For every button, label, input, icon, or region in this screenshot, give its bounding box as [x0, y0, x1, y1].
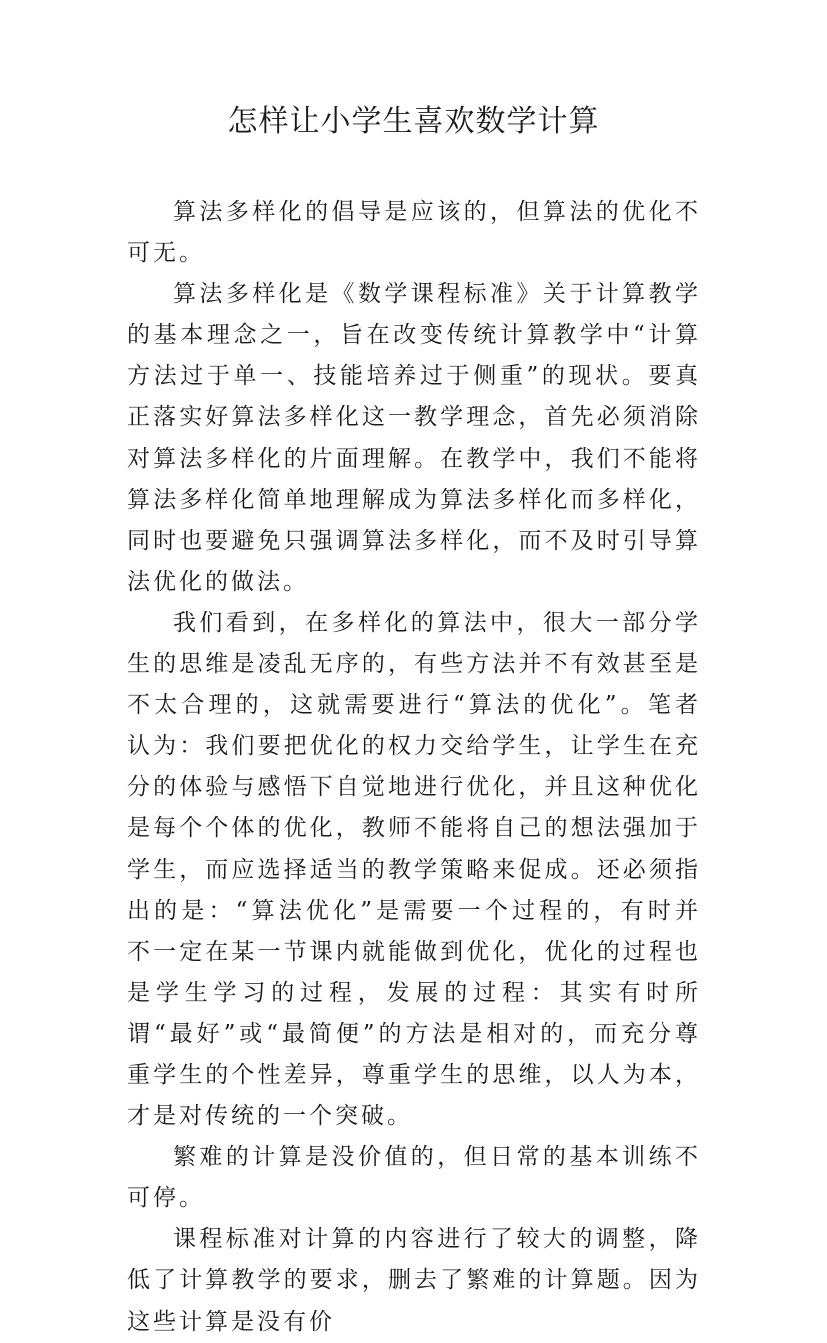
paragraph: 课程标准对计算的内容进行了较大的调整，降低了计算教学的要求，删去了繁难的计算题。因为这些计算是没有价 — [127, 1226, 701, 1335]
document-body — [127, 192, 701, 1343]
document-title: 怎样让小学生喜欢数学计算 — [227, 104, 600, 139]
paragraph: 我们看到，在多样化的算法中，很大一部分学生的思维是凌乱无序的，有些方法并不有效甚至是不太合理的，这就需要进行“算法的优化”。笔者认为：我们要把优化的权力交给学生，让学生在充分的体验与感悟下自觉地进行优化，并且这种优化是每个个体的优化，教师不能将自己的想法强加于学生，而应选择适当的教学策略来促成。还必须指出的是：“算法优化”是需要一个过程的，有时并不一定在某一节课内就能做到优化，优化的过程也是学生学习的过程，发展的过程：其实有时所谓“最好”或“最简便”的方法是相对的，而充分尊重学生的个性差异，尊重学生的思维，以人为本，才是对传统的一个突破。 — [127, 609, 701, 1130]
paragraph: 算法多样化是《数学课程标准》关于计算教学的基本理念之一，旨在改变传统计算教学中“计算方法过于单一、技能培养过于侧重”的现状。要真正落实好算法多样化这一教学理念，首先必须消除对算法多样化的片面理解。在教学中，我们不能将算法多样化简单地理解成为算法多样化而多样化，同时也要避免只强调算法多样化，而不及时引导算法优化的做法。 — [127, 281, 701, 595]
paragraph: 繁难的计算是没价值的，但日常的基本训练不可停。 — [127, 1144, 701, 1212]
paragraph: 算法多样化的倡导是应该的，但算法的优化不可无。 — [127, 199, 701, 267]
